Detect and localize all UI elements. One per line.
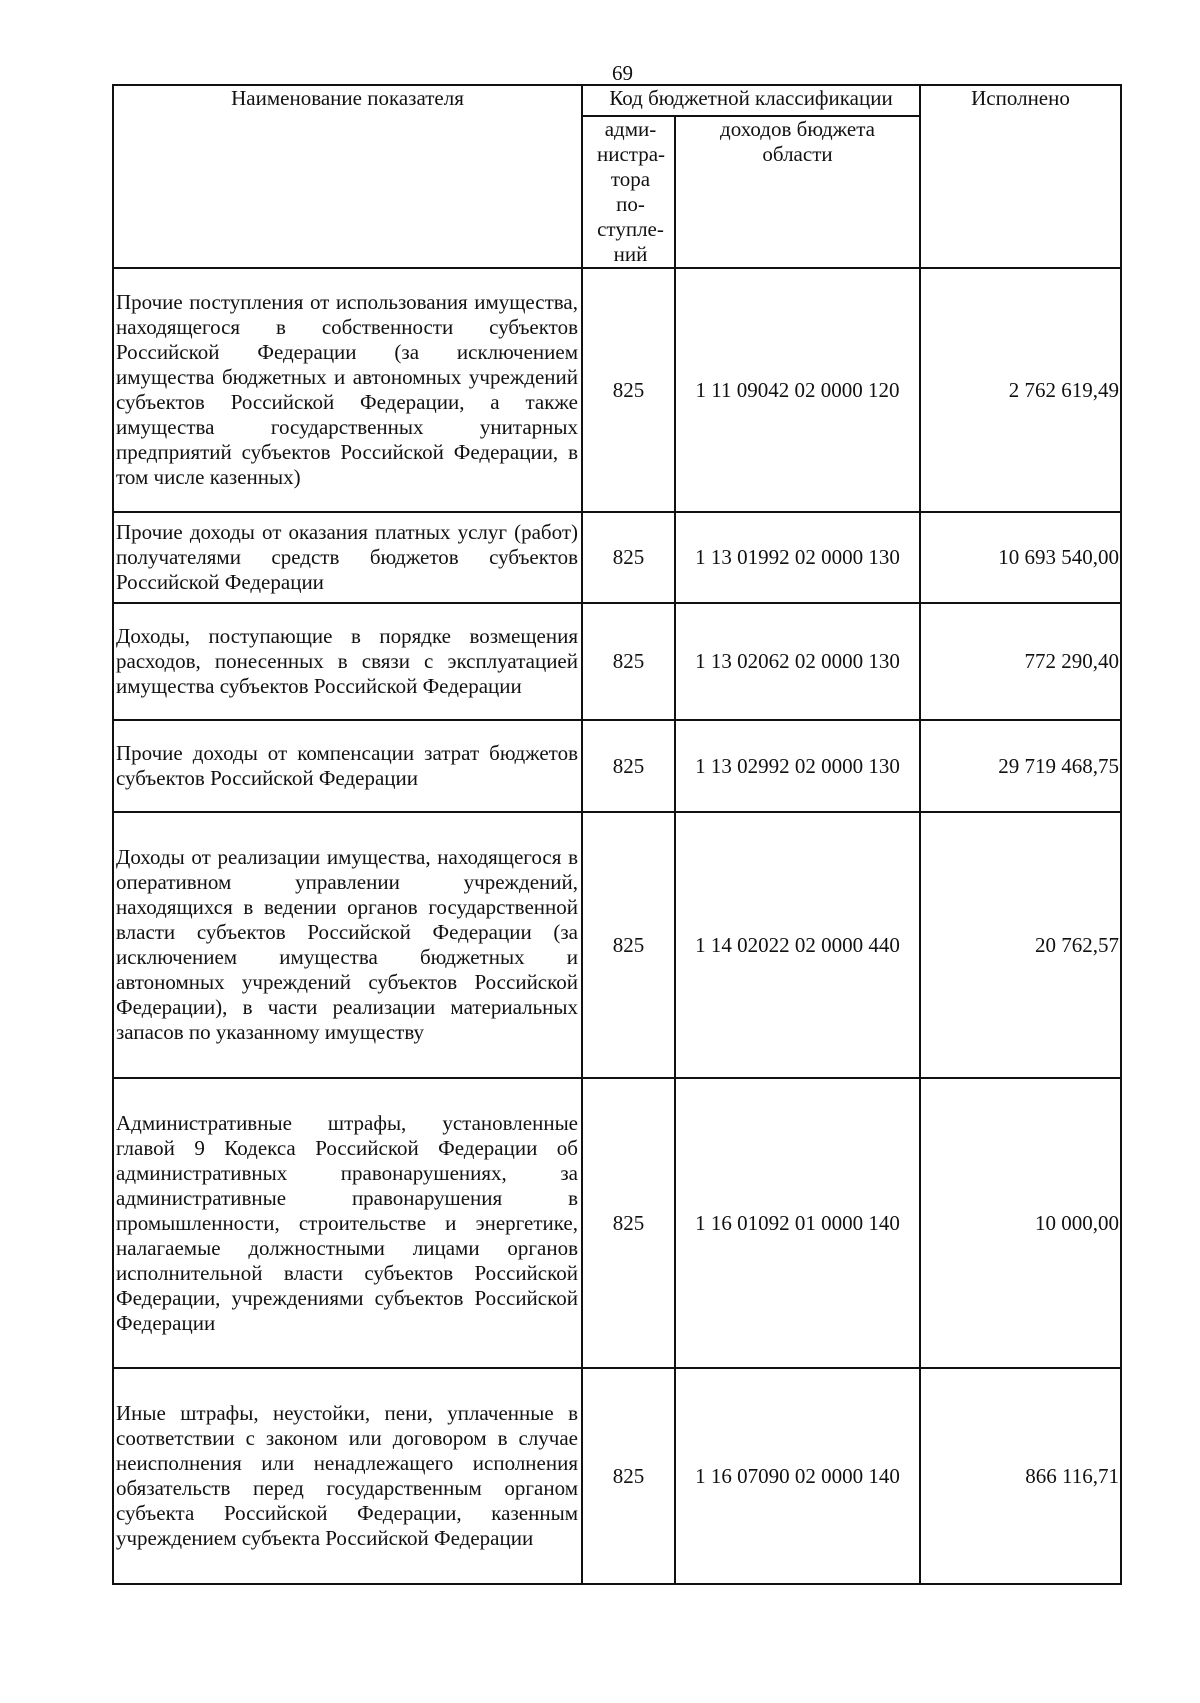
row-executed-amount: 10 693 540,00	[920, 512, 1121, 603]
header-indicator-name: Наименование показателя	[113, 85, 582, 268]
table-row	[113, 720, 1121, 812]
row-name: Доходы, поступающие в порядке возмещения расходов, понесенных в связи с эксплуатацией имущества субъектов Российской Федерации	[113, 603, 582, 720]
table-row	[113, 812, 1121, 1078]
header-executed: Исполнено	[920, 85, 1121, 268]
row-revenue-code: 1 13 02992 02 0000 130	[675, 720, 920, 812]
row-name: Прочие поступления от использования имущества, находящегося в собственности субъектов Российской Федерации (за исключением имущества бюджетных и автономных учреждений субъектов Российской Федерации, а также имущества государственных унитарных предприятий субъектов Российской Федерации, в том числе казенных)	[113, 268, 582, 512]
row-executed-amount: 2 762 619,49	[920, 268, 1121, 512]
row-executed-amount: 866 116,71	[920, 1368, 1121, 1584]
page-number: 69	[612, 61, 633, 85]
row-administrator-code: 825	[582, 1078, 675, 1368]
table-row	[113, 1078, 1121, 1368]
row-revenue-code: 1 16 07090 02 0000 140	[675, 1368, 920, 1584]
header-administrator: адми-нистра-тора по-ступле-ний	[582, 116, 675, 268]
header-budget-classification-code: Код бюджетной классификации	[582, 85, 920, 116]
row-administrator-code: 825	[582, 512, 675, 603]
table-row	[113, 603, 1121, 720]
row-revenue-code: 1 11 09042 02 0000 120	[675, 268, 920, 512]
row-administrator-code: 825	[582, 268, 675, 512]
budget-revenue-table	[112, 84, 1122, 1585]
row-revenue-code: 1 16 01092 01 0000 140	[675, 1078, 920, 1368]
row-name: Иные штрафы, неустойки, пени, уплаченные в соответствии с законом или договором в случае неисполнения или ненадлежащего исполнения обязательств перед государственным органом субъекта Российской Федерации, казенным учреждением субъекта Российской Федерации	[113, 1368, 582, 1584]
table-row	[113, 512, 1121, 603]
table-row	[113, 268, 1121, 512]
row-revenue-code: 1 13 02062 02 0000 130	[675, 603, 920, 720]
row-name: Прочие доходы от компенсации затрат бюджетов субъектов Российской Федерации	[113, 720, 582, 812]
row-executed-amount: 10 000,00	[920, 1078, 1121, 1368]
row-name: Административные штрафы, установленные главой 9 Кодекса Российской Федерации об административных правонарушениях, за административные правонарушения в промышленности, строительстве и энергетике, налагаемые должностными лицами органов исполнительной власти субъектов Российской Федерации, учреждениями субъектов Российской Федерации	[113, 1078, 582, 1368]
row-administrator-code: 825	[582, 603, 675, 720]
row-administrator-code: 825	[582, 812, 675, 1078]
row-executed-amount: 29 719 468,75	[920, 720, 1121, 812]
row-name: Прочие доходы от оказания платных услуг (работ) получателями средств бюджетов субъектов Российской Федерации	[113, 512, 582, 603]
row-administrator-code: 825	[582, 720, 675, 812]
row-executed-amount: 772 290,40	[920, 603, 1121, 720]
row-name: Доходы от реализации имущества, находящегося в оперативном управлении учреждений, находящихся в ведении органов государственной власти субъектов Российской Федерации (за исключением имущества бюджетных и автономных учреждений субъектов Российской Федерации), в части реализации материальных запасов по указанному имуществу	[113, 812, 582, 1078]
row-revenue-code: 1 13 01992 02 0000 130	[675, 512, 920, 603]
row-administrator-code: 825	[582, 1368, 675, 1584]
row-revenue-code: 1 14 02022 02 0000 440	[675, 812, 920, 1078]
row-executed-amount: 20 762,57	[920, 812, 1121, 1078]
header-revenue-code: доходов бюджета области	[675, 116, 920, 268]
table-row	[113, 1368, 1121, 1584]
